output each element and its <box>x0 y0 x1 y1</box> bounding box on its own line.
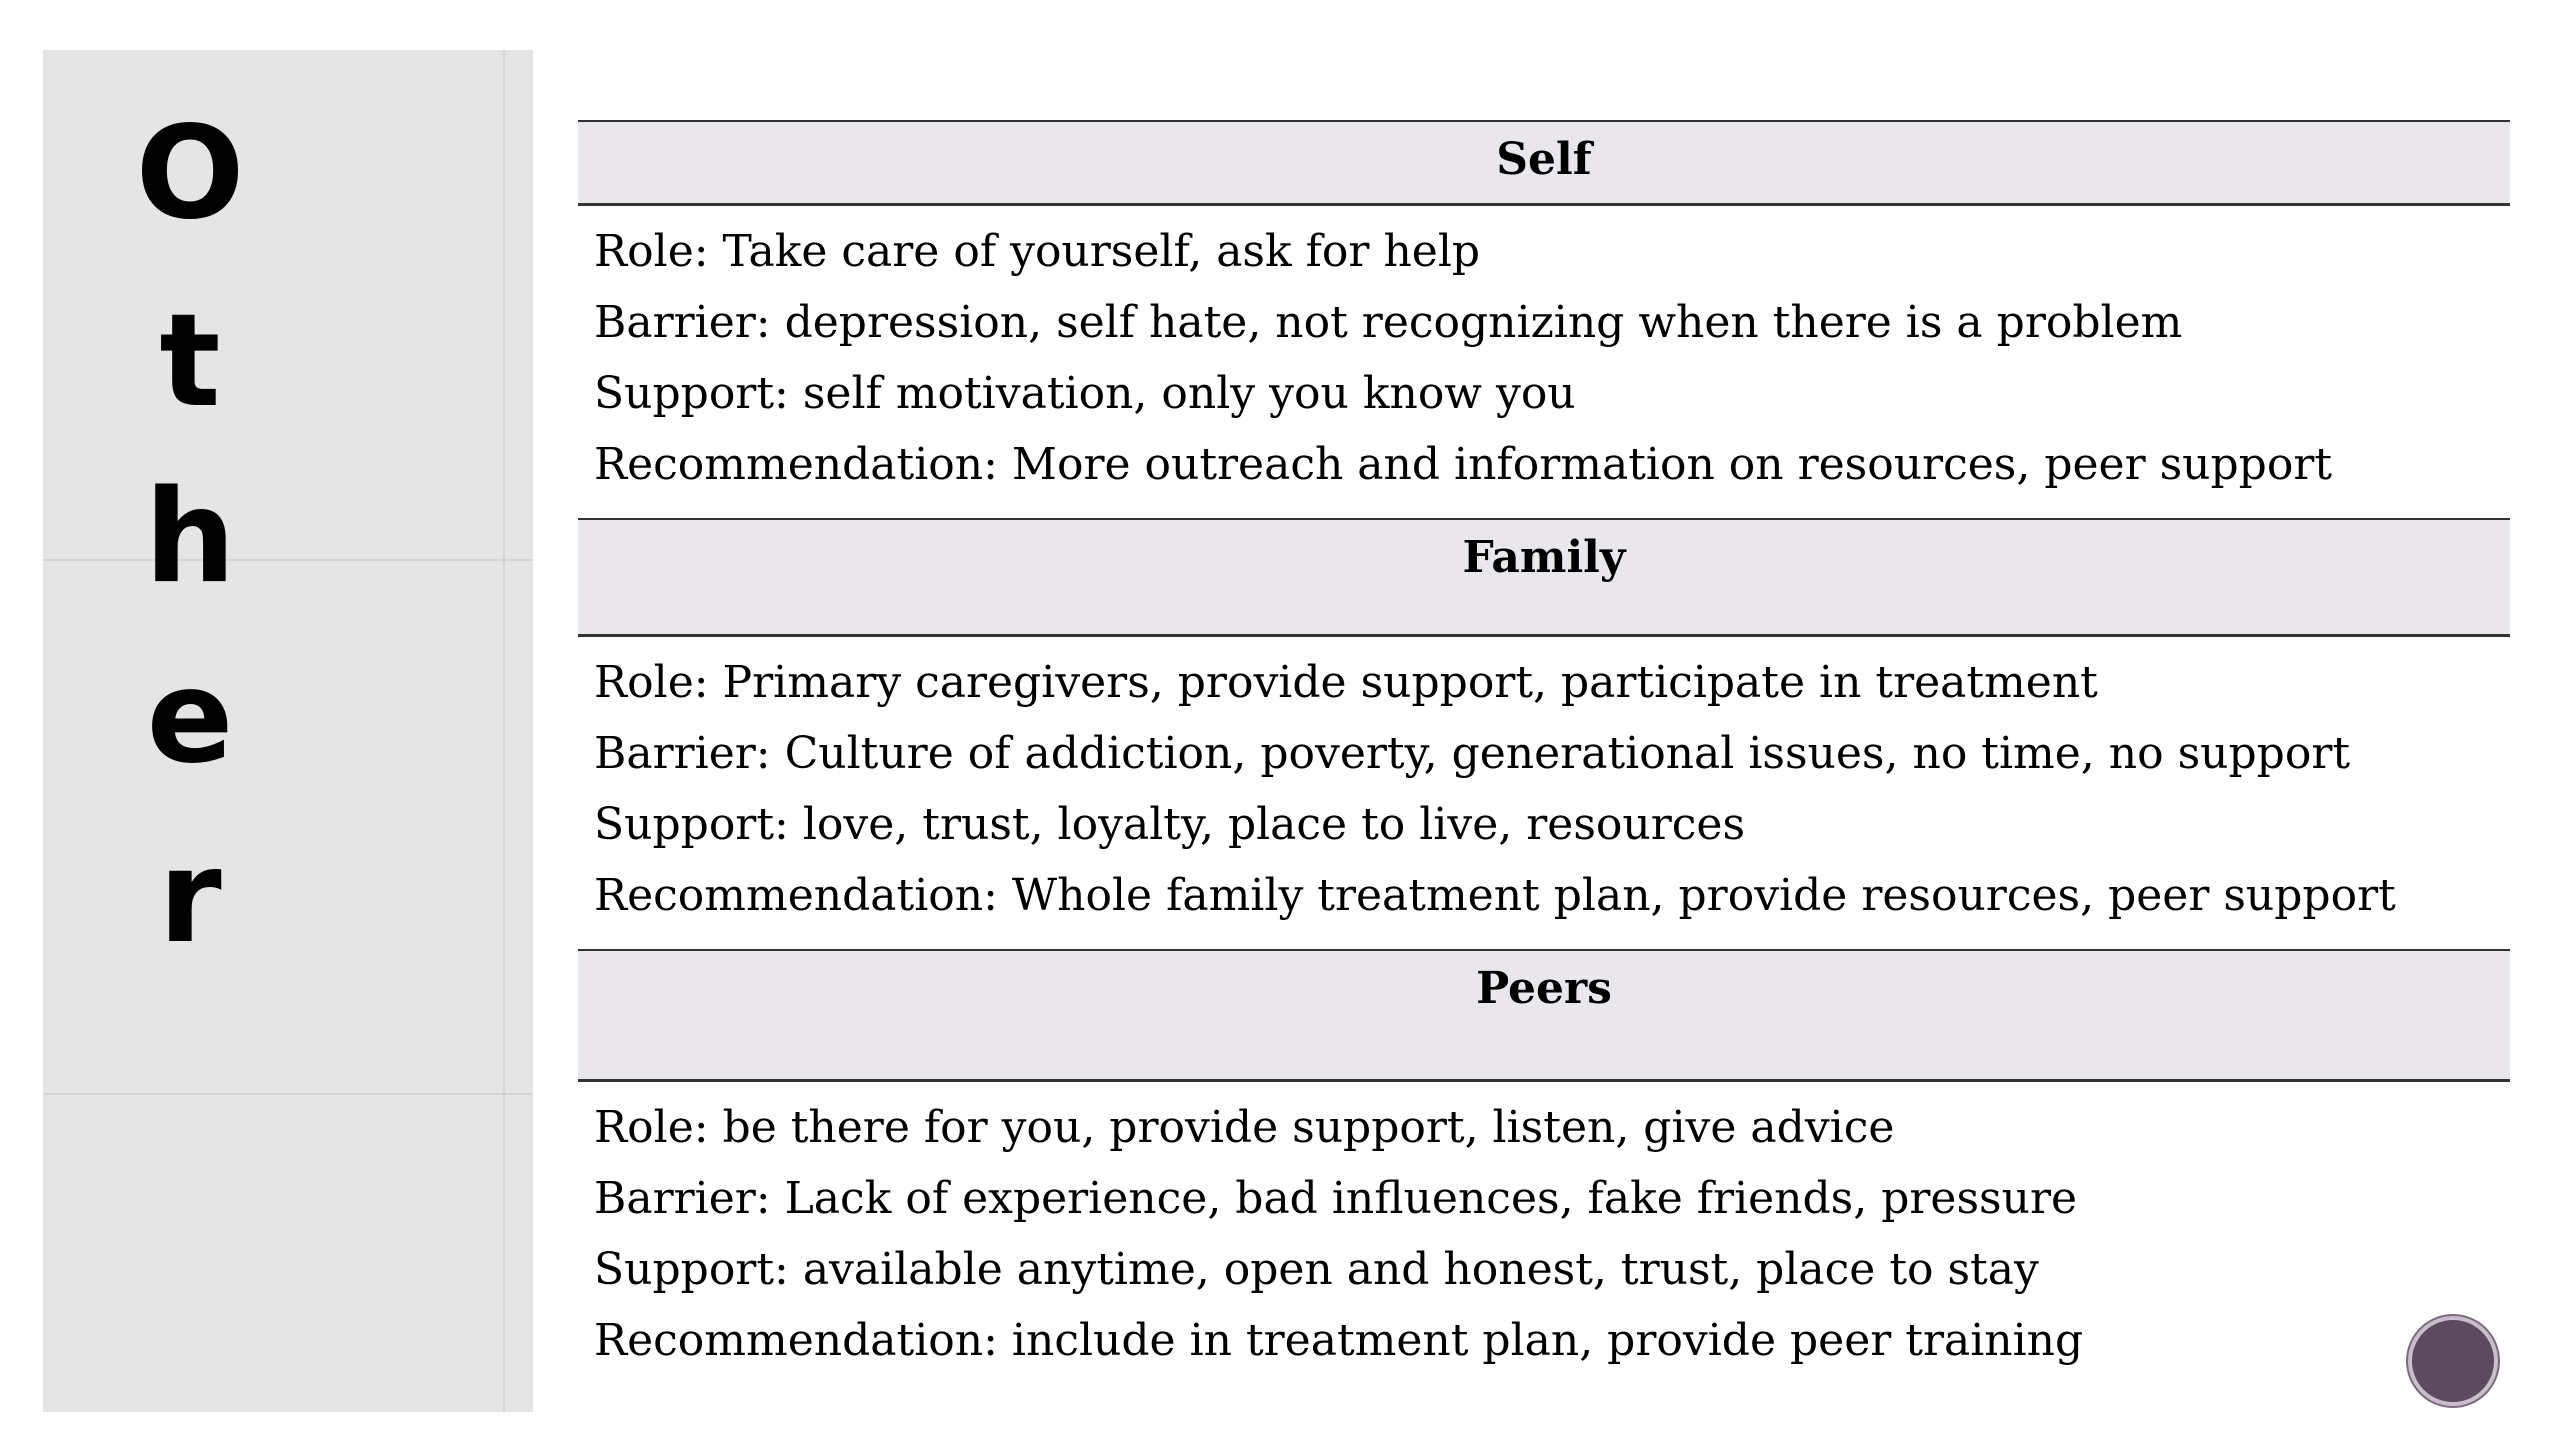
section-family <box>578 518 2510 949</box>
section-self <box>578 120 2510 518</box>
section-header: Family <box>578 518 2510 637</box>
section-body <box>578 206 2510 518</box>
section-peers <box>578 949 2510 1394</box>
vertical-title <box>43 50 533 1412</box>
vertical-title-letter: t <box>159 287 221 436</box>
barrier-line: Barrier: Culture of addiction, poverty, generational issues, no time, no support <box>594 728 2351 779</box>
role-line: Role: Take care of yourself, ask for help <box>594 226 1481 277</box>
support-line: Support: self motivation, only you know you <box>594 368 1576 419</box>
role-line: Role: be there for you, provide support, listen, give advice <box>594 1102 1895 1153</box>
barrier-line: Barrier: Lack of experience, bad influences, fake friends, pressure <box>594 1173 2078 1224</box>
vertical-title-letter: r <box>158 823 222 972</box>
slide-nav-button[interactable] <box>2408 1316 2498 1406</box>
section-header: Self <box>578 120 2510 206</box>
side-title-panel <box>43 50 533 1412</box>
recommendation-line: Recommendation: include in treatment plan, provide peer training <box>594 1315 2084 1366</box>
role-line: Role: Primary caregivers, provide support, participate in treatment <box>594 657 2098 708</box>
support-line: Support: love, trust, loyalty, place to live, resources <box>594 799 1746 850</box>
section-header: Peers <box>578 949 2510 1082</box>
recommendation-line: Recommendation: Whole family treatment plan, provide resources, peer support <box>594 870 2396 921</box>
section-body <box>578 637 2510 949</box>
barrier-line: Barrier: depression, self hate, not recognizing when there is a problem <box>594 297 2183 348</box>
vertical-title-letter: e <box>146 643 234 792</box>
section-body <box>578 1082 2510 1394</box>
support-line: Support: available anytime, open and honest, trust, place to stay <box>594 1244 2039 1295</box>
roles-table <box>578 120 2510 1394</box>
recommendation-line: Recommendation: More outreach and information on resources, peer support <box>594 439 2333 490</box>
vertical-title-letter: h <box>144 463 236 612</box>
vertical-title-letter: O <box>135 99 245 248</box>
